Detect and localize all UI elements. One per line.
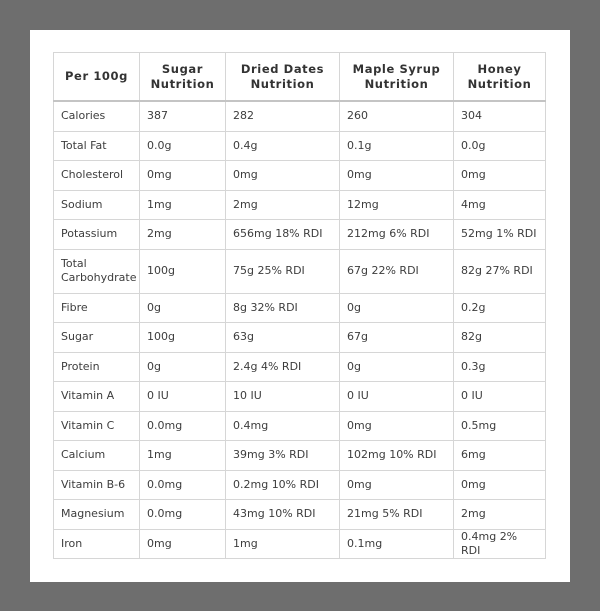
nutrient-value: 43mg 10% RDI: [226, 500, 340, 530]
nutrient-label: Protein: [54, 352, 140, 382]
nutrient-value: 1mg: [226, 529, 340, 559]
nutrient-value: 0 IU: [454, 382, 546, 412]
nutrient-value: 282: [226, 101, 340, 131]
nutrient-label: Fibre: [54, 293, 140, 323]
nutrient-label: Vitamin B-6: [54, 470, 140, 500]
nutrient-value: 10 IU: [226, 382, 340, 412]
table-row: [54, 352, 546, 382]
nutrient-label: Cholesterol: [54, 161, 140, 191]
nutrient-value: 0.2mg 10% RDI: [226, 470, 340, 500]
nutrient-value: 100g: [140, 323, 226, 353]
header-dried-dates: Dried Dates Nutrition: [226, 53, 340, 102]
table-row: [54, 293, 546, 323]
nutrient-value: 387: [140, 101, 226, 131]
nutrient-value: 0g: [340, 352, 454, 382]
nutrient-value: 1mg: [140, 441, 226, 471]
header-sugar: Sugar Nutrition: [140, 53, 226, 102]
header-per-100g: Per 100g: [54, 53, 140, 102]
nutrient-value: 2mg: [140, 220, 226, 250]
nutrient-value: 100g: [140, 249, 226, 293]
nutrient-value: 4mg: [454, 190, 546, 220]
table-row: [54, 190, 546, 220]
nutrient-value: 0g: [140, 352, 226, 382]
nutrient-value: 0g: [140, 293, 226, 323]
table-row: [54, 441, 546, 471]
nutrient-label: Sugar: [54, 323, 140, 353]
nutrient-value: 0.2g: [454, 293, 546, 323]
nutrient-value: 52mg 1% RDI: [454, 220, 546, 250]
nutrient-value: 260: [340, 101, 454, 131]
nutrient-value: 0.0g: [140, 131, 226, 161]
nutrient-value: 212mg 6% RDI: [340, 220, 454, 250]
nutrient-value: 63g: [226, 323, 340, 353]
nutrient-label: Iron: [54, 529, 140, 559]
header-honey: Honey Nutrition: [454, 53, 546, 102]
nutrient-value: 0g: [340, 293, 454, 323]
nutrient-label: Vitamin A: [54, 382, 140, 412]
nutrient-value: 0.5mg: [454, 411, 546, 441]
nutrient-value: 0.0g: [454, 131, 546, 161]
nutrient-value: 0mg: [340, 161, 454, 191]
nutrient-value: 0.0mg: [140, 411, 226, 441]
nutrient-value: 0.4mg 2% RDI: [454, 529, 546, 559]
table-row: [54, 411, 546, 441]
nutrient-value: 82g: [454, 323, 546, 353]
nutrition-table: [53, 52, 546, 559]
nutrient-label: Total Fat: [54, 131, 140, 161]
nutrient-value: 102mg 10% RDI: [340, 441, 454, 471]
nutrient-value: 656mg 18% RDI: [226, 220, 340, 250]
header-row: [54, 53, 546, 102]
nutrient-value: 0mg: [340, 470, 454, 500]
nutrient-value: 82g 27% RDI: [454, 249, 546, 293]
nutrient-label: Sodium: [54, 190, 140, 220]
nutrition-card: [30, 30, 570, 582]
nutrient-value: 2mg: [454, 500, 546, 530]
nutrient-value: 0.1mg: [340, 529, 454, 559]
table-body: [54, 101, 546, 559]
table-row: [54, 500, 546, 530]
nutrient-label: Calories: [54, 101, 140, 131]
nutrient-value: 0.4mg: [226, 411, 340, 441]
nutrient-value: 2mg: [226, 190, 340, 220]
nutrient-value: 0.4g: [226, 131, 340, 161]
nutrient-label: Vitamin C: [54, 411, 140, 441]
nutrient-value: 6mg: [454, 441, 546, 471]
nutrient-value: 0mg: [454, 470, 546, 500]
nutrient-label: Potassium: [54, 220, 140, 250]
nutrient-value: 12mg: [340, 190, 454, 220]
table-row: [54, 131, 546, 161]
nutrient-value: 0mg: [140, 161, 226, 191]
table-row: [54, 101, 546, 131]
nutrient-value: 0.0mg: [140, 470, 226, 500]
nutrient-value: 67g 22% RDI: [340, 249, 454, 293]
nutrient-value: 0mg: [226, 161, 340, 191]
header-maple-syrup: Maple Syrup Nutrition: [340, 53, 454, 102]
nutrient-value: 0mg: [140, 529, 226, 559]
nutrient-value: 8g 32% RDI: [226, 293, 340, 323]
nutrient-value: 0.3g: [454, 352, 546, 382]
nutrient-value: 39mg 3% RDI: [226, 441, 340, 471]
nutrient-value: 0mg: [454, 161, 546, 191]
nutrient-value: 2.4g 4% RDI: [226, 352, 340, 382]
nutrient-value: 75g 25% RDI: [226, 249, 340, 293]
table-row: [54, 220, 546, 250]
nutrient-value: 304: [454, 101, 546, 131]
nutrient-value: 21mg 5% RDI: [340, 500, 454, 530]
table-row: [54, 161, 546, 191]
table-row: [54, 470, 546, 500]
nutrient-value: 0 IU: [340, 382, 454, 412]
nutrient-value: 0 IU: [140, 382, 226, 412]
nutrient-value: 0.0mg: [140, 500, 226, 530]
nutrient-value: 0mg: [340, 411, 454, 441]
table-row: [54, 382, 546, 412]
nutrient-label: Calcium: [54, 441, 140, 471]
nutrient-value: 67g: [340, 323, 454, 353]
table-row: [54, 323, 546, 353]
nutrient-value: 1mg: [140, 190, 226, 220]
nutrient-label: Magnesium: [54, 500, 140, 530]
table-row: [54, 249, 546, 293]
nutrient-label: Total Carbohydrate: [54, 249, 140, 293]
table-row: [54, 529, 546, 559]
nutrient-value: 0.1g: [340, 131, 454, 161]
